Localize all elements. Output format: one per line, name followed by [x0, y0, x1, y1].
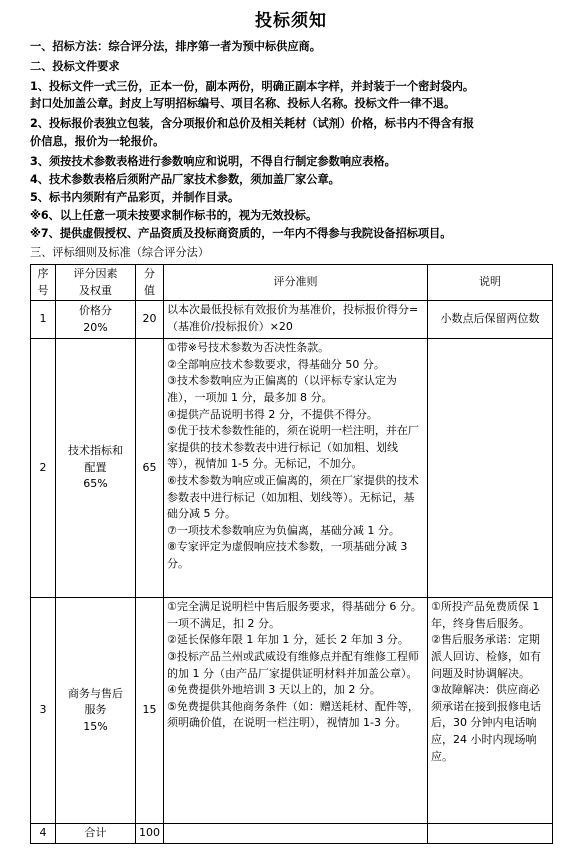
table-row	[31, 598, 553, 824]
requirement-3: 3、须按技术参数表格进行参数响应和说明，不得自行制定参数响应表格。	[30, 155, 396, 168]
row-4-note	[428, 824, 553, 844]
table-row-total	[31, 824, 553, 844]
row-3-note: ①所投产品免费质保 1 年，终身售后服务。 ②售后服务承诺：定期派人回访、检修，如有问题及时协调解决。 ③故障解决：供应商必须承诺在接到报修电话后，30 分钟内电话响应，24 小时内现场响应。	[428, 598, 553, 824]
row-3-criteria: ①完全满足说明栏中售后服务要求，得基础分 6 分。一项不满足，扣 2 分。 ②延长保修年限 1 年加 1 分，延长 2 年加 3 分。 ③投标产品兰州或武威设有维修点并配有维修工程师的加 1 分（由产品厂家提供证明材料并加盖公章）。 ④免费提供外地培训 3 天以上的，加 2 分。 ⑤免费提供其他商务条件（如：赠送耗材、配件等，须明确价值，在说明一栏注明），视情加 1-3 分。	[164, 598, 428, 824]
row-2-criteria: ①带※号技术参数为否决性条款。 ②全部响应技术参数要求，得基础分 50 分。 ③技术参数响应为正偏离的（以评标专家认定为准），一项加 1 分，最多加 8 分。 ④提供产品说明书得 2 分，不提供不得分。 ⑤优于技术参数性能的，须在说明一栏注明，并在厂家提供的技术参数表中进行标记（如加粗、划线等），视情加 1-5 分。无标记，不加分。 ⑥技术参数为响应或正偏离的，须在厂家提供的技术参数表中进行标记（如加粗、划线等）。无标记，基础分减 5 分。 ⑦一项技术参数响应为负偏离，基础分减 1 分。 ⑧专家评定为虚假响应技术参数，一项基础分减 3 分。	[164, 339, 428, 598]
row-1-score: 20	[136, 301, 164, 339]
section-2-heading: 二、投标文件要求	[30, 60, 120, 73]
row-4-criteria	[164, 824, 428, 844]
header-score: 分 值	[136, 265, 164, 301]
table-row	[31, 339, 553, 598]
section-3-heading: 三、评标细则及标准（综合评分法）	[30, 246, 210, 259]
header-seq: 序 号	[31, 265, 56, 301]
requirement-2-line-2: 价信息，报价为一轮报价。	[30, 135, 165, 148]
requirement-5: 5、标书内须附有产品彩页，并制作目录。	[30, 191, 240, 204]
header-note: 说明	[428, 265, 553, 301]
row-3-factor: 商务与售后服务 15%	[56, 598, 136, 824]
row-1-criteria: 以本次最低投标有效报价为基准价，投标报价得分=（基准价/投标报价）×20	[164, 301, 428, 339]
header-criteria: 评分准则	[164, 265, 428, 301]
row-2-score: 65	[136, 339, 164, 598]
table-row	[31, 301, 553, 339]
requirement-4: 4、技术参数表格后须附产品厂家技术参数，须加盖厂家公章。	[30, 173, 340, 186]
row-2-note	[428, 339, 553, 598]
page-title: 投标须知	[255, 11, 327, 31]
row-3-score: 15	[136, 598, 164, 824]
row-4-factor: 合计	[56, 824, 136, 844]
header-factor: 评分因素 及权重	[56, 265, 136, 301]
table-header-row	[31, 265, 553, 301]
requirement-6: ※6、以上任意一项未按要求制作标书的，视为无效投标。	[30, 209, 318, 222]
requirement-2-line-1: 2、投标报价表独立包装，含分项报价和总价及相关耗材（试剂）价格，标书内不得含有报	[30, 117, 475, 130]
requirement-7: ※7、提供虚假授权、产品资质及投标商资质的，一年内不得参与我院设备招标项目。	[30, 227, 452, 240]
row-1-factor: 价格分 20%	[56, 301, 136, 339]
row-2-seq: 2	[31, 339, 56, 598]
requirement-1-line-2: 封口处加盖公章。封皮上写明招标编号、项目名称、投标人名称。投标文件一律不退。	[30, 97, 456, 110]
row-3-seq: 3	[31, 598, 56, 824]
scoring-table	[30, 264, 553, 844]
row-2-factor: 技术指标和配置 65%	[56, 339, 136, 598]
row-1-note: 小数点后保留两位数	[428, 301, 553, 339]
row-4-seq: 4	[31, 824, 56, 844]
section-1-method: 一、招标方法：综合评分法，排序第一者为预中标供应商。	[30, 40, 321, 53]
requirement-1-line-1: 1、投标文件一式三份，正本一份，副本两份，明确正副本字样，并封装于一个密封袋内。	[30, 80, 475, 93]
row-4-score: 100	[136, 824, 164, 844]
row-1-seq: 1	[31, 301, 56, 339]
